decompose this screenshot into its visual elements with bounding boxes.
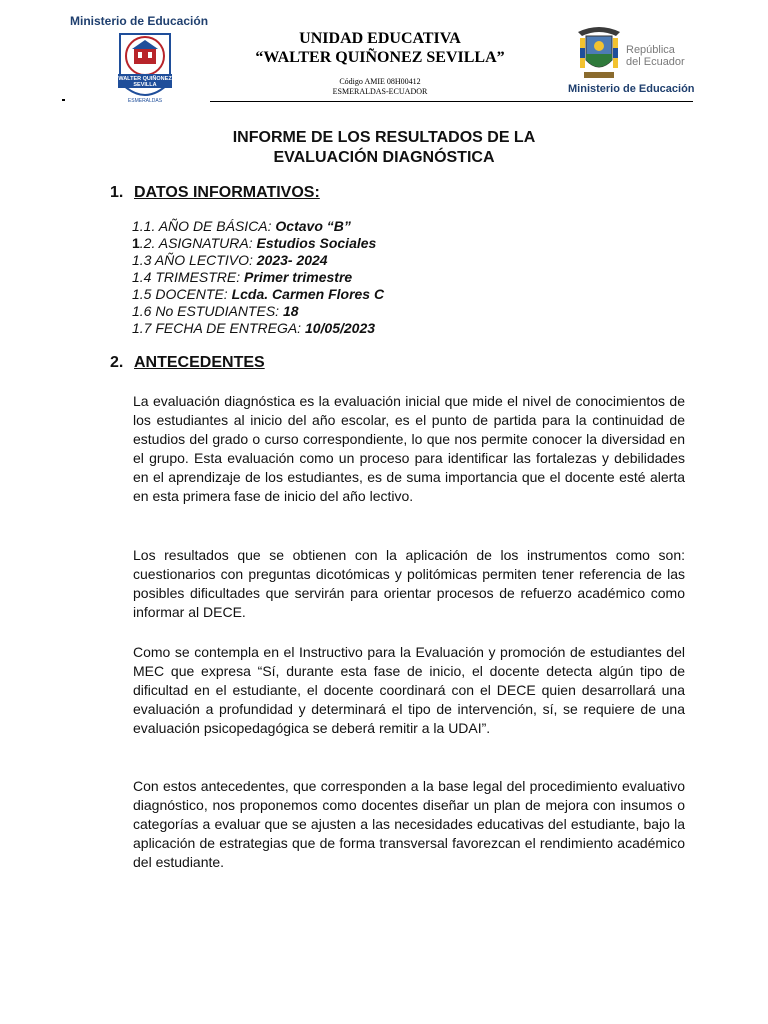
section-title: DATOS INFORMATIVOS: (134, 184, 320, 201)
info-label: 1.1. AÑO DE BÁSICA: (132, 218, 276, 234)
paragraph: Como se contempla en el Instructivo para la Evaluación y promoción de estudiantes del MEC que expresa “Sí, durante esta fase de inicio, el docente detecta algún tipo de dificultad en el estudiante, el docente coordinará con el DECE quien desarrollará una evaluación a profundidad y determinará el tipo de intervención, sí, se requiere de una evaluación psicopedagógica se deberá remitir a la UDAI”. (133, 644, 685, 736)
ecuador-coat-of-arms-icon (574, 24, 624, 82)
info-label: 1.6 No ESTUDIANTES: (132, 303, 283, 319)
info-value: Estudios Sociales (256, 235, 377, 251)
info-row-ano-lectivo (132, 252, 384, 269)
paragraph: Con estos antecedentes, que corresponden a la base legal del procedimiento evaluativo diagnóstico, nos proponemos como docentes diseñar un plan de mejora con insumos o categorías a evaluar que se ajusten a las necesidades educativas del estudiante, bajo la aplicación de estrategias que de forma transversal favorezcan el rendimiento académico del estudiante. (133, 778, 685, 870)
school-title-line1: UNIDAD EDUCATIVA (299, 30, 461, 47)
info-row-trimestre (132, 269, 384, 286)
paragraph: La evaluación diagnóstica es la evaluación inicial que mide el nivel de conocimientos de los estudiantes al inicio del año escolar, es el punto de partida para la continuidad de estudios del grado o curso correspondiente, lo que nos permite conocer la diversidad en el grupo. Esta evaluación como un proceso para identificar las fortalezas y debilidades en el aprendizaje de los estudiantes, es de suma importancia que el docente esté alerta en esta primera fase de inicio del año lectivo. (133, 393, 685, 504)
header-divider (210, 101, 693, 102)
info-list (132, 218, 384, 337)
info-label: 1.5 DOCENTE: (132, 286, 232, 302)
info-row-ano-basica (132, 218, 384, 235)
school-title-line2: “WALTER QUIÑONEZ SEVILLA” (255, 49, 505, 66)
info-value: Octavo “B” (275, 218, 351, 234)
school-logo-block (62, 12, 212, 104)
info-value: 18 (282, 303, 299, 319)
ministry-label-left: Ministerio de Educación (70, 14, 209, 28)
info-label: 1.7 FECHA DE ENTREGA: (132, 320, 305, 336)
republic-line1: República (626, 44, 675, 56)
document-title (160, 128, 608, 168)
republic-label (626, 44, 685, 68)
info-label: .2. ASIGNATURA: (139, 235, 257, 251)
info-row-docente (132, 286, 384, 303)
document-title-line2: EVALUACIÓN DIAGNÓSTICA (273, 149, 495, 166)
school-header (220, 30, 540, 96)
info-label: 1.3 AÑO LECTIVO: (132, 252, 257, 268)
section-heading-datos (110, 184, 320, 202)
badge-name-line1: WALTER QUIÑONEZ (118, 76, 172, 82)
document-title-line1: INFORME DE LOS RESULTADOS DE LA (232, 129, 536, 146)
info-row-estudiantes (132, 303, 384, 320)
section-heading-antecedentes (110, 354, 265, 372)
info-row-asignatura (132, 235, 384, 252)
ministry-logo-block (568, 24, 703, 100)
republic-line2: del Ecuador (626, 56, 685, 68)
school-location: ESMERALDAS-ECUADOR (332, 87, 428, 96)
school-code: Código AMIE 08H00412 (339, 77, 421, 86)
info-value: Primer trimestre (244, 269, 353, 285)
school-badge-logo (114, 30, 176, 110)
paragraph: Los resultados que se obtienen con la aplicación de los instrumentos como son: cuestionarios con preguntas dicotómicas y politómicas permiten tener referencia de las posibles dificultades que servirán para orientar procesos de refuerzo académico como informar al DECE. (133, 547, 685, 620)
info-value: Lcda. Carmen Flores C (231, 286, 385, 302)
badge-city: ESMERALDAS (127, 98, 163, 104)
badge-name-line2: SEVILLA (133, 82, 157, 88)
section-title: ANTECEDENTES (134, 354, 265, 371)
info-label: 1.4 TRIMESTRE: (132, 269, 245, 285)
info-label-prefix: 1 (132, 235, 140, 251)
header-mark (62, 99, 65, 101)
info-value: 10/05/2023 (304, 320, 376, 336)
section-number: 1. (110, 184, 124, 201)
section-number: 2. (110, 354, 124, 371)
info-row-fecha-entrega (132, 320, 384, 337)
info-value: 2023- 2024 (256, 252, 328, 268)
ministry-label-right: Ministerio de Educación (568, 83, 695, 95)
